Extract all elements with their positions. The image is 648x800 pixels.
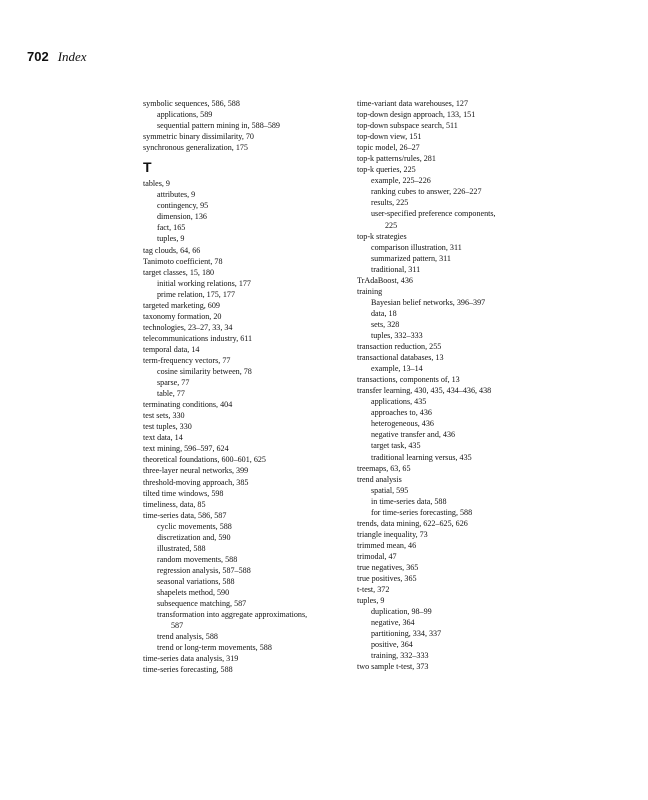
index-entry: temporal data, 14 (143, 344, 200, 354)
index-subentry: training, 332–333 (371, 651, 429, 661)
index-entry: threshold-moving approach, 385 (143, 477, 249, 487)
index-subentry: illustrated, 588 (157, 543, 206, 553)
section-letter: T (143, 159, 152, 176)
index-entry: timeliness, data, 85 (143, 499, 206, 509)
index-subentry: user-specified preference components, (371, 209, 496, 219)
index-subentry: contingency, 95 (157, 201, 209, 211)
index-entry: transaction reduction, 255 (357, 342, 442, 352)
index-subentry: sets, 328 (371, 319, 400, 329)
index-entry: transactional databases, 13 (357, 353, 444, 363)
page-number: 702 (27, 49, 49, 64)
index-subentry: shapelets method, 590 (157, 587, 230, 597)
index-subentry: tuples, 332–333 (371, 330, 423, 340)
index-entry: Tanimoto coefficient, 78 (143, 256, 223, 266)
index-subentry: traditional learning versus, 435 (371, 452, 472, 462)
index-entry: three-layer neural networks, 399 (143, 466, 249, 476)
index-entry: targeted marketing, 609 (143, 300, 220, 310)
index-entry: symmetric binary dissimilarity, 70 (143, 132, 254, 142)
index-subentry: discretization and, 590 (157, 532, 231, 542)
index-entry: technologies, 23–27, 33, 34 (143, 322, 233, 332)
index-entry: top-k patterns/rules, 281 (357, 154, 436, 164)
index-entry: text mining, 596–597, 624 (143, 444, 229, 454)
index-entry: time-series data analysis, 319 (143, 654, 239, 664)
index-subentry: initial working relations, 177 (157, 278, 251, 288)
index-entry: transactions, components of, 13 (357, 375, 460, 385)
index-subentry: cyclic movements, 588 (157, 521, 232, 531)
index-subentry: positive, 364 (371, 640, 413, 650)
index-subentry: partitioning, 334, 337 (371, 629, 442, 639)
index-entry: top-down design approach, 133, 151 (357, 110, 476, 120)
index-entry: synchronous generalization, 175 (143, 143, 248, 153)
index-subentry: duplication, 98–99 (371, 607, 432, 617)
index-column-left (143, 98, 343, 675)
index-subentry: for time-series forecasting, 588 (371, 507, 473, 517)
index-entry: tuples, 9 (357, 596, 385, 606)
page-header (27, 49, 87, 65)
index-entry: trimodal, 47 (357, 551, 397, 561)
index-entry: training (357, 286, 383, 296)
index-entry: trimmed mean, 46 (357, 540, 417, 550)
index-entry: top-down view, 151 (357, 132, 422, 142)
index-entry: time-variant data warehouses, 127 (357, 99, 469, 108)
index-subentry: fact, 165 (157, 223, 186, 233)
index-subentry: approaches to, 436 (371, 408, 432, 418)
index-entry: target classes, 15, 180 (143, 267, 215, 277)
index-entry: telecommunications industry, 611 (143, 333, 253, 343)
index-entry: test sets, 330 (143, 411, 185, 421)
index-subentry: traditional, 311 (371, 264, 421, 274)
running-head: Index (57, 49, 87, 64)
index-subentry: transformation into aggregate approximations, (157, 610, 308, 620)
index-entry: trends, data mining, 622–625, 626 (357, 518, 468, 528)
index-entry: trend analysis (357, 474, 402, 484)
index-entry: tilted time windows, 598 (143, 488, 224, 498)
index-entry: treemaps, 63, 65 (357, 463, 411, 473)
index-subentry: trend or long-term movements, 588 (157, 643, 272, 653)
index-subentry: regression analysis, 587–588 (157, 565, 251, 575)
index-entry: test tuples, 330 (143, 422, 192, 432)
index-subentry: applications, 435 (371, 397, 427, 407)
index-entry: top-k strategies (357, 231, 407, 241)
index-subentry: heterogeneous, 436 (371, 419, 434, 429)
index-entry: true negatives, 365 (357, 562, 419, 572)
index-subentry: cosine similarity between, 78 (157, 367, 252, 377)
index-subentry: trend analysis, 588 (157, 632, 218, 642)
index-subentry: target task, 435 (371, 441, 421, 451)
index-entry: top-k queries, 225 (357, 165, 416, 175)
index-subentry: Bayesian belief networks, 396–397 (371, 297, 486, 307)
index-entry: topic model, 26–27 (357, 143, 420, 153)
index-subentry: seasonal variations, 588 (157, 576, 235, 586)
index-entry: true positives, 365 (357, 574, 417, 584)
index-subentry: results, 225 (371, 198, 409, 208)
index-entry: transfer learning, 430, 435, 434–436, 438 (357, 386, 492, 396)
index-entry: theoretical foundations, 600–601, 625 (143, 455, 266, 465)
index-subentry: prime relation, 175, 177 (157, 289, 235, 299)
index-subentry: subsequence matching, 587 (157, 599, 247, 609)
index-subentry: data, 18 (371, 308, 397, 318)
index-subentry: sequential pattern mining in, 588–589 (157, 121, 280, 131)
index-entry: triangle inequality, 73 (357, 529, 428, 539)
index-subentry: attributes, 9 (157, 190, 196, 200)
index-entry: taxonomy formation, 20 (143, 311, 222, 321)
index-subentry: negative transfer and, 436 (371, 430, 456, 440)
index-entry: TrAdaBoost, 436 (357, 275, 413, 285)
index-entry: time-series forecasting, 588 (143, 665, 233, 675)
index-subentry: summarized pattern, 311 (371, 253, 451, 263)
index-subentry: 587 (171, 621, 184, 631)
index-subentry: ranking cubes to answer, 226–227 (371, 187, 482, 197)
index-entry: symbolic sequences, 586, 588 (143, 99, 240, 108)
index-column-right (357, 98, 532, 672)
index-subentry: dimension, 136 (157, 212, 207, 222)
index-entry: t-test, 372 (357, 585, 390, 595)
index-subentry: in time-series data, 588 (371, 496, 447, 506)
index-subentry: example, 13–14 (371, 364, 423, 374)
index-subentry: 225 (385, 220, 398, 230)
index-subentry: example, 225–226 (371, 176, 431, 186)
index-entry: tag clouds, 64, 66 (143, 245, 201, 255)
index-entry: time-series data, 586, 587 (143, 510, 227, 520)
index-entry: top-down subspace search, 511 (357, 121, 458, 131)
index-subentry: tuples, 9 (157, 234, 185, 244)
index-entry: tables, 9 (143, 179, 170, 189)
index-subentry: sparse, 77 (157, 378, 190, 388)
index-entry: two sample t-test, 373 (357, 662, 429, 672)
index-subentry: random movements, 588 (157, 554, 238, 564)
index-subentry: applications, 589 (157, 110, 213, 120)
index-subentry: negative, 364 (371, 618, 415, 628)
index-entry: term-frequency vectors, 77 (143, 355, 231, 365)
index-subentry: table, 77 (157, 389, 185, 399)
index-entry: text data, 14 (143, 433, 183, 443)
index-subentry: comparison illustration, 311 (371, 242, 462, 252)
index-entry: terminating conditions, 404 (143, 400, 233, 410)
index-subentry: spatial, 595 (371, 485, 409, 495)
